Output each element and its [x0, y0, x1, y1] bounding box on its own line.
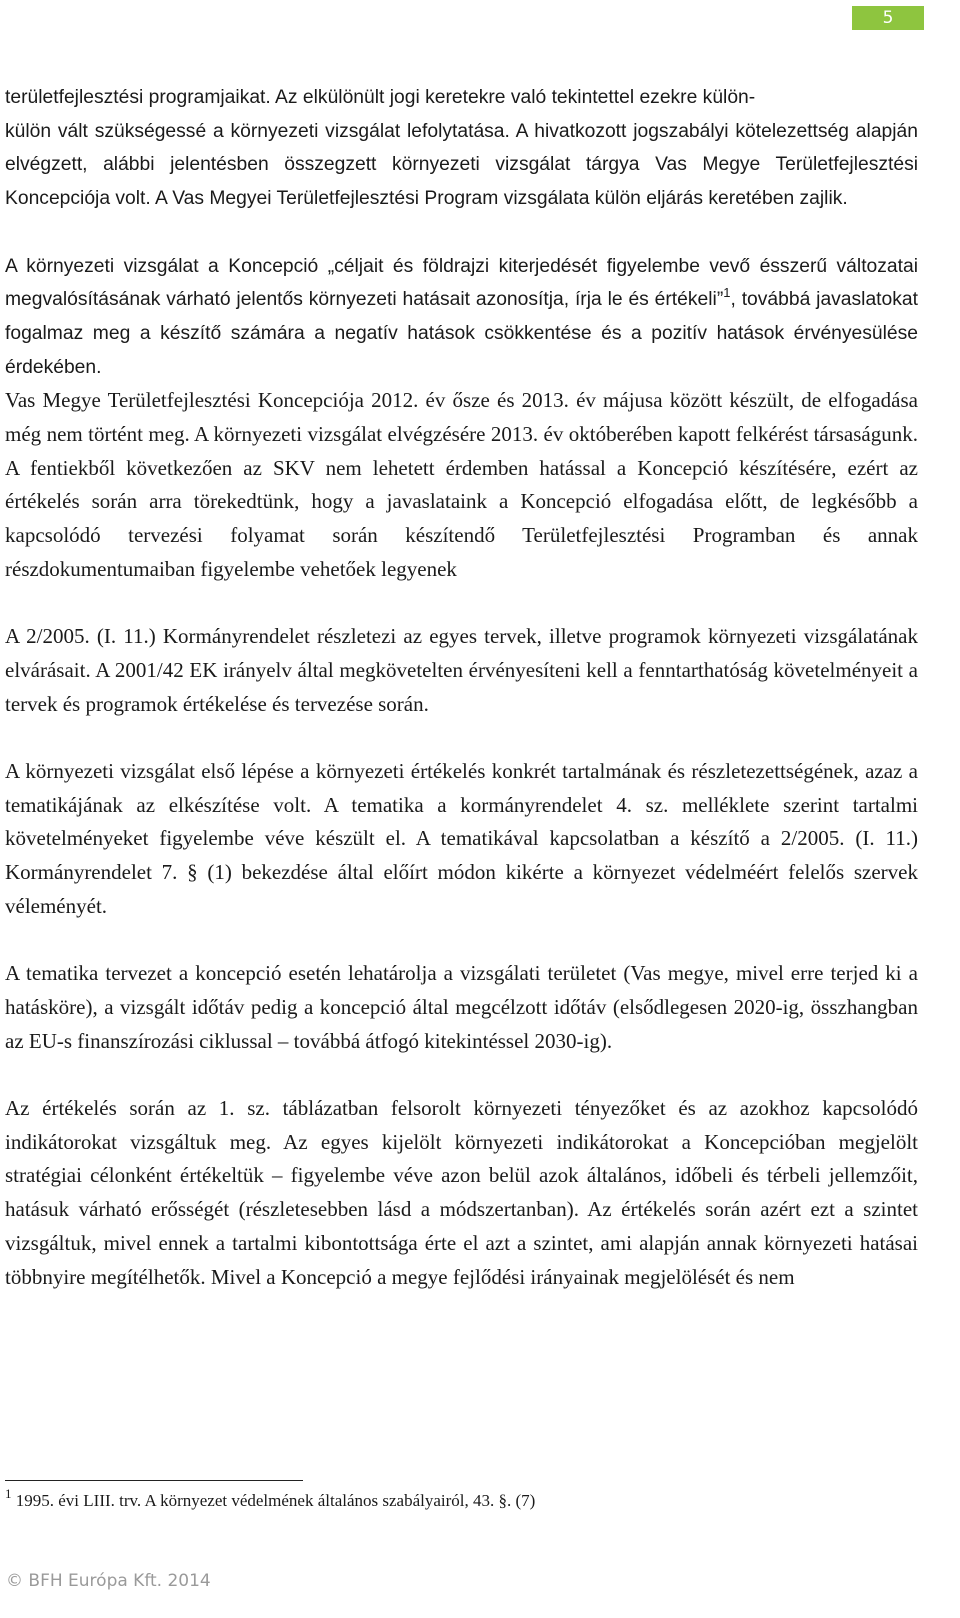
paragraph-intro-rest: külön vált szükségessé a környezeti vizsgálat lefolytatása. A hivatkozott jogszabályi kötelezettség alapján elvégzett, alábbi jelentésben összegzett környezeti vizsgálat tárgya Vas Megye Területfejlesztési Koncepciója volt. A Vas Megyei Területfejlesztési Program vizsgálata külön eljárás keretében zajlik.	[5, 120, 918, 210]
document-body	[5, 81, 918, 1294]
footnote-divider	[5, 1480, 303, 1481]
paragraph-intro-line1: területfejlesztési programjaikat. Az elkülönült jogi keretekre való tekintettel ezekre külön-	[5, 87, 756, 108]
paragraph-regulation: A 2/2005. (I. 11.) Kormányrendelet részletezi az egyes tervek, illetve programok környezeti vizsgálatának elvárásait. A 2001/42 EK irányelv által megkövetelten érvényesíteni kell a fenntarthatóság követelményeit a tervek és programok értékelése és tervezése során.	[5, 624, 918, 716]
paragraph-assessment-goal-text: A környezeti vizsgálat a Koncepció „céljait és földrajzi kiterjedését figyelembe vevő ésszerű változatai megvalósításának várható jelentős környezeti hatásait azonosítja, írja le és értékeli”	[5, 255, 918, 311]
paragraph-assessment-goal	[5, 250, 918, 385]
paragraph-thematic: A környezeti vizsgálat első lépése a környezeti értékelés konkrét tartalmának és részletezettségének, azaz a tematikájának az elkészítése volt. A tematika a kormányrendelet 4. sz. melléklete szerint tartalmi követelményeket figyelembe véve készült el. A tematikával kapcsolatban a készítő a 2/2005. (I. 11.) Kormányrendelet 7. § (1) bekezdése által előírt módon kikérte a környezet védelméért felelős szervek véleményét.	[5, 759, 918, 918]
footnote-mark: 1	[5, 1486, 12, 1501]
footnote-text: 1995. évi LIII. trv. A környezet védelmének általános szabályairól, 43. §. (7)	[11, 1491, 536, 1510]
page-number-badge: 5	[852, 6, 924, 30]
paragraph-evaluation: Az értékelés során az 1. sz. táblázatban felsorolt környezeti tényezőket és az azokhoz kapcsolódó indikátorokat vizsgáltuk meg. Az egyes kijelölt környezeti indikátorokat a Koncepcióban megjelölt stratégiai célonként értékeltük – figyelembe véve azon belül azok általános, időbeli és térbeli jellemzőit, hatásuk várható erősségét (részletesebben lásd a módszertanban). Az értékelés során azért ezt a szintet vizsgáltuk, mivel ennek a tartalmi kibontottsága érte el azt a szintet, ami alapján annak környezeti hatásai többnyire megítélhetők. Mivel a Koncepció a megye fejlődési irányainak megjelölését és nem	[5, 1096, 918, 1289]
paragraph-intro	[5, 81, 918, 216]
footnote	[5, 1486, 536, 1513]
page-footer-copyright: © BFH Európa Kft. 2014	[6, 1571, 211, 1591]
paragraph-assessment-goal-continuation: , továbbá javaslatokat fogalmaz meg a készítő számára a negatív hatások csökkentése és a pozitív hatások érvényesülése érdekében.	[5, 289, 918, 378]
paragraph-concept-timeline: Vas Megye Területfejlesztési Koncepciója 2012. év ősze és 2013. év májusa között készült, de elfogadása még nem történt meg. A környezeti vizsgálat elvégzésére 2013. év októberében kapott felkérést társaságunk. A fentiekből következően az SKV nem lehetett érdemben hatással a Koncepció készítésére, ezért az értékelés során arra törekedtünk, hogy a javaslataink a Koncepció elfogadása előtt, de legkésőbb a kapcsolódó tervezési folyamat során készítendő Területfejlesztési Programban és annak részdokumentumaiban figyelembe vehetőek legyenek	[5, 388, 918, 581]
paragraph-scope: A tematika tervezet a koncepció esetén lehatárolja a vizsgálati területet (Vas megye, mivel erre terjed ki a hatásköre), a vizsgált időtáv pedig a koncepció által megcélzott időtáv (elsődlegesen 2020-ig, összhangban az EU-s finanszírozási ciklussal – továbbá átfogó kitekintéssel 2030-ig).	[5, 961, 918, 1053]
footnote-reference: 1	[723, 285, 731, 301]
